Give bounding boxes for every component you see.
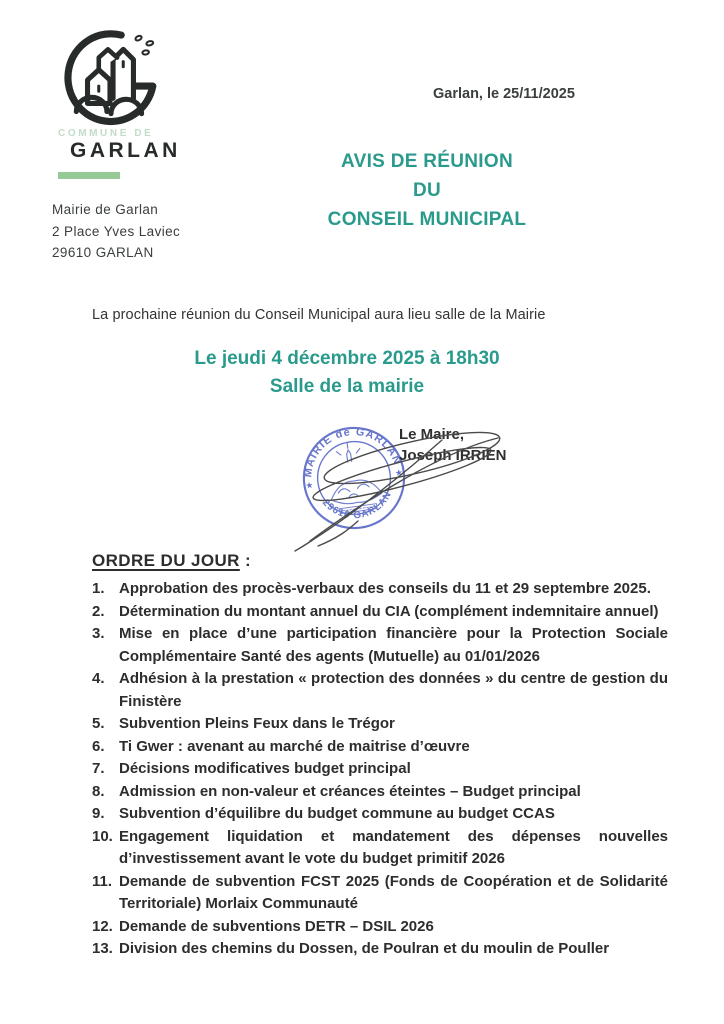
agenda-item-text: Subvention Pleins Feux dans le Trégor <box>119 715 395 732</box>
agenda-item-number: 3. <box>92 625 105 642</box>
stamp-star-right: ★ <box>394 467 404 479</box>
agenda-item-number: 9. <box>92 805 105 822</box>
agenda-item-number: 10. <box>92 827 113 845</box>
agenda-item <box>92 668 668 713</box>
agenda-item-text: Division des chemins du Dossen, de Poulran et du moulin de Pouller <box>119 940 610 957</box>
agenda-heading-colon: : <box>239 551 252 570</box>
agenda-item-number: 5. <box>92 715 105 732</box>
agenda-heading <box>92 551 392 571</box>
agenda-item-text: Décisions modificatives budget principal <box>119 760 411 777</box>
agenda-item <box>92 938 668 961</box>
logo-name-label: GARLAN <box>70 139 181 162</box>
signature-scribble-icon <box>290 408 525 558</box>
address-line3: 29610 GARLAN <box>52 245 154 260</box>
stamp-bottom-text: 29610 GARLAN <box>319 489 395 522</box>
agenda-item-text: Admission en non-valeur et créances éteintes – Budget principal <box>119 782 581 800</box>
agenda-item-text: Demande de subventions DETR – DSIL 2026 <box>119 917 434 935</box>
agenda-item-text: Adhésion à la prestation « protection des données » du centre de gestion du Finistère <box>119 670 668 710</box>
document-date: Garlan, le 25/11/2025 <box>433 86 575 102</box>
agenda-list <box>92 578 668 961</box>
agenda-item <box>92 758 668 781</box>
agenda-item-text: Subvention d’équilibre du budget commune au budget CCAS <box>119 805 555 822</box>
meeting-datetime: Le jeudi 4 décembre 2025 à 18h30 <box>194 348 500 369</box>
title-line1: AVIS DE RÉUNION <box>340 151 513 172</box>
agenda-item-number: 7. <box>92 760 105 777</box>
agenda-item-number: 12. <box>92 917 113 935</box>
intro-text: La prochaine réunion du Conseil Municipal aura lieu salle de la Mairie <box>92 307 546 323</box>
agenda-item-text: Approbation des procès-verbaux des conseils du 11 et 29 septembre 2025. <box>119 580 651 597</box>
address-line1: Mairie de Garlan <box>52 202 159 217</box>
agenda-item <box>92 781 668 804</box>
meeting-location: Salle de la mairie <box>269 376 425 397</box>
garlan-logo-icon <box>56 30 166 132</box>
agenda-item-number: 1. <box>92 580 105 597</box>
agenda-item-number: 2. <box>92 602 105 620</box>
agenda-item-number: 11. <box>92 872 113 890</box>
title-line2: DU <box>412 180 442 201</box>
agenda-item-number: 4. <box>92 670 105 687</box>
logo-commune-label: COMMUNE DE <box>58 128 154 139</box>
stamp-star-left: ★ <box>304 479 315 491</box>
agenda-item-text: Engagement liquidation et mandatement des dépenses nouvelles d’investissement avant le vote du budget primitif 2026 <box>119 827 668 867</box>
signature-role: Le Maire, <box>399 426 465 443</box>
title-line3: CONSEIL MUNICIPAL <box>327 209 527 230</box>
agenda-item-number: 6. <box>92 737 105 755</box>
agenda-item <box>92 713 668 736</box>
agenda-heading-text: ORDRE DU JOUR <box>92 551 240 570</box>
agenda-item-text: Détermination du montant annuel du CIA (complément indemnitaire annuel) <box>119 602 659 620</box>
agenda-item-number: 13. <box>92 940 113 957</box>
signature-name: Joseph IRRIEN <box>399 447 507 464</box>
agenda-item-number: 8. <box>92 782 105 800</box>
address-line2: 2 Place Yves Laviec <box>52 223 181 239</box>
agenda-item <box>92 803 668 826</box>
agenda-item-text: Mise en place d’une participation financière pour la Protection Sociale Complémentaire Santé des agents (Mutuelle) au 01/01/2026 <box>119 625 668 665</box>
stamp-top-text: MAIRIE de GARLAN <box>302 425 404 478</box>
document-title <box>137 147 717 234</box>
agenda-item <box>92 736 668 759</box>
agenda-item <box>92 601 668 624</box>
agenda-item <box>92 871 668 916</box>
agenda-item-text: Demande de subvention FCST 2025 (Fonds de Coopération et de Solidarité Territoriale) Morlaix Communauté <box>119 872 668 912</box>
agenda-item <box>92 916 668 939</box>
agenda-item <box>92 578 668 601</box>
agenda-item <box>92 623 668 668</box>
logo-green-bar <box>58 172 120 179</box>
agenda-item <box>92 826 668 871</box>
agenda-item-text: Ti Gwer : avenant au marché de maitrise d’œuvre <box>119 737 470 755</box>
meeting-info <box>27 345 667 401</box>
